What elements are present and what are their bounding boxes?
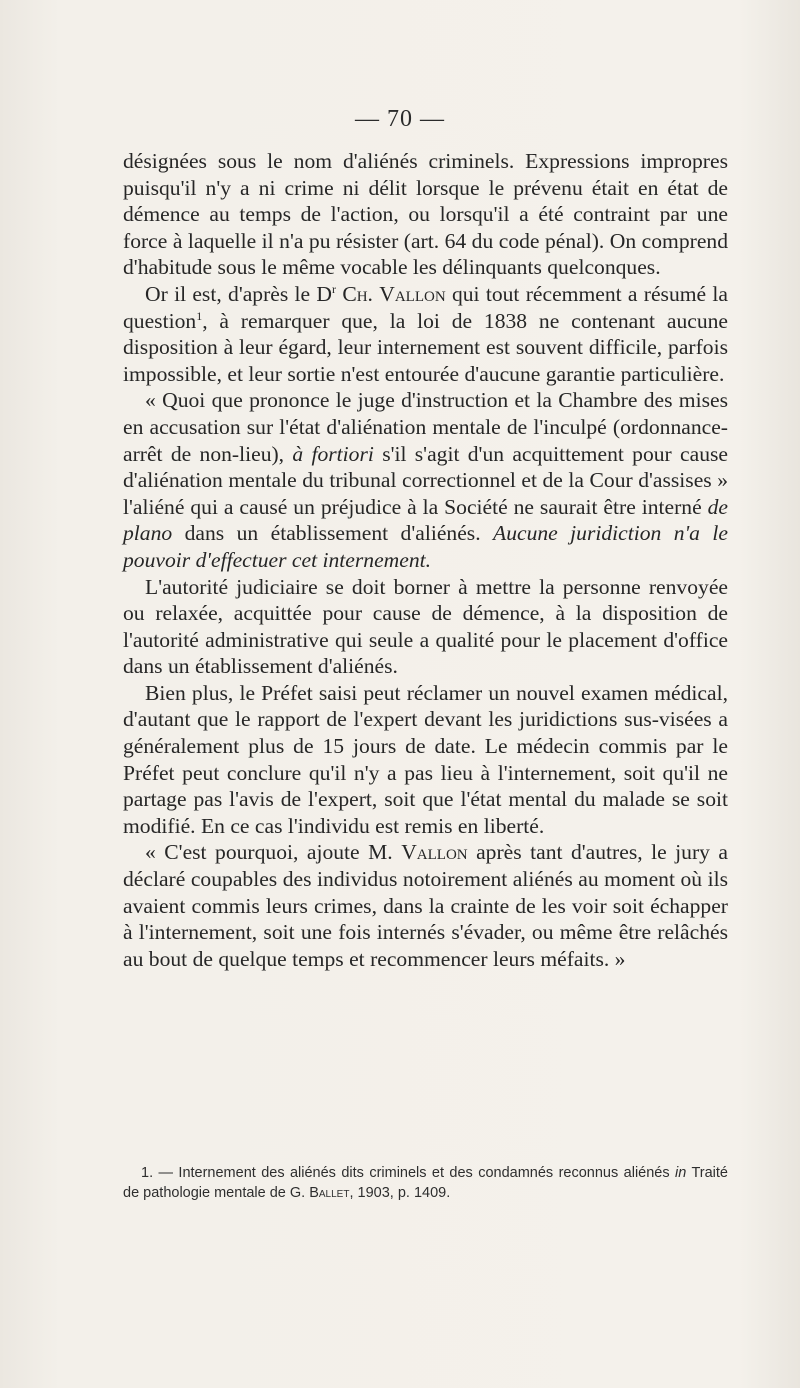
footnote-text [123, 1163, 728, 1203]
footnote-author: Ballet [309, 1185, 350, 1201]
italic-emphasis-sentence: Aucune juridiction n'a le pouvoir d'effectuer cet internement. [123, 521, 728, 572]
paragraph-2-end: , à remarquer que, la loi de 1838 ne contenant aucune disposition à leur égard, leur internement est souvent difficile, parfois impossible, et leur sortie n'est entourée d'aucune garantie particulière. [123, 308, 728, 386]
footnote-reference: 1 [196, 308, 203, 323]
paragraph-3 [123, 387, 728, 573]
footnote-start: 1. — Internement des aliénés dits criminels et des condamnés reconnus aliénés [141, 1165, 676, 1181]
author-name-2: Vallon [401, 840, 468, 865]
footnote-end: , 1903, p. 1409. [349, 1185, 451, 1201]
page-number: — 70 — [355, 106, 445, 132]
main-text [123, 148, 728, 972]
paragraph-6-end: après tant d'autres, le jury a déclaré coupables des individus notoirement aliénés au moment où ils avaient commis leurs crimes, dans la crainte de les voir soit échapper à l'internement, soit une fois internés s'évader, ou même être relâchés au bout de quelque temps et recommencer leurs méfaits. » [123, 840, 728, 971]
paragraph-2-start: Or il est, d'après le D [145, 281, 333, 306]
paragraph-5: Bien plus, le Préfet saisi peut réclamer un nouvel examen médical, d'autant que le rapport de l'expert devant les juridictions sus-visées a généralement plus de 15 jours de date. Le médecin commis par le Préfet peut conclure qu'il n'y a pas lieu à l'internement, soit qu'il ne partage pas l'avis de l'expert, soit que l'état mental du malade se soit modifié. En ce cas l'individu est remis en liberté. [123, 680, 728, 838]
paragraph-6-start: « C'est pourquoi, ajoute M. [145, 840, 402, 865]
author-name: Vallon [379, 281, 446, 306]
author-initial: Ch. [342, 281, 373, 306]
italic-a-fortiori: à fortiori [292, 441, 374, 466]
footnote [123, 1163, 728, 1203]
paragraph-4: L'autorité judiciaire se doit borner à mettre la personne renvoyée ou relaxée, acquittée pour cause de démence, à la disposition de l'autorité administrative qui seule a qualité pour le placement d'office dans un établissement d'aliénés. [123, 574, 728, 679]
italic-de-plano: de plano [123, 494, 728, 546]
paragraph-2 [123, 281, 728, 387]
footnote-mid: Traité de pathologie mentale de G. [123, 1165, 728, 1201]
paragraph-3-mid1: s'il s'agit d'un acquittement pour cause d'aliénation mentale du tribunal correctionnel et de la Cour d'assises » l'aliéné qui a causé un préjudice à la Société ne saurait être interné [123, 441, 728, 519]
paragraph-6 [123, 839, 728, 972]
paragraph-2-mid: qui tout récemment a résumé la question [123, 281, 728, 333]
footnote-italic-in: in [675, 1165, 687, 1181]
paragraph-1: désignées sous le nom d'aliénés criminels. Expressions impropres puisqu'il n'y a ni crime ni délit lorsque le prévenu était en état de démence au temps de l'action, ou lorsqu'il a été contraint par une force à laquelle il n'a pu résister (art. 64 du code pénal). On comprend d'habitude sous le même vocable les délinquants quelconques. [123, 149, 728, 280]
doctor-abbrev-sup: r [332, 281, 337, 296]
paragraph-3-mid2: dans un établissement d'aliénés. [172, 521, 494, 546]
paragraph-3-start: « Quoi que prononce le juge d'instruction et la Chambre des mises en accusation sur l'état d'aliénation mentale de l'inculpé (ordonnance-arrêt de non-lieu), [123, 388, 728, 466]
